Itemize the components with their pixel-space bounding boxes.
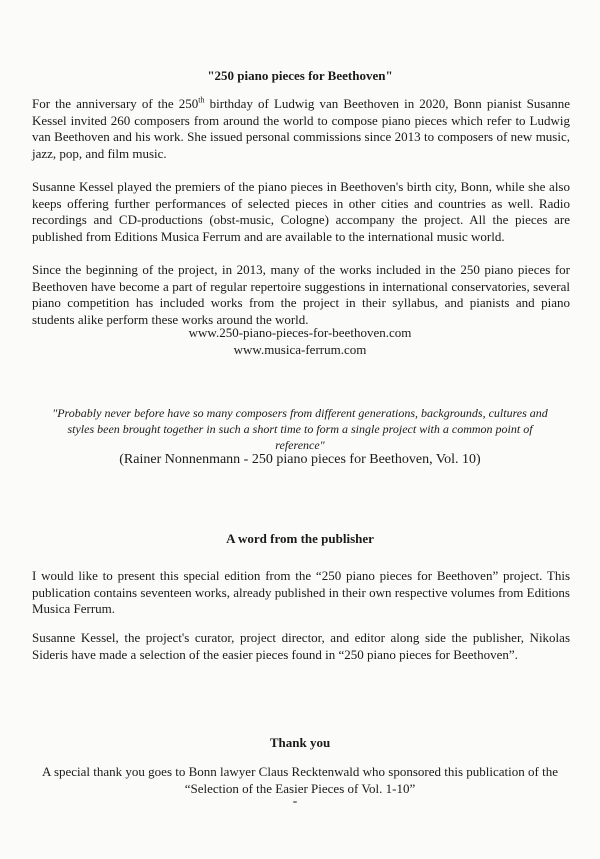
- section-title: "250 piano pieces for Beethoven": [207, 68, 393, 83]
- repertoire-paragraph: Since the beginning of the project, in 2013, many of the works included in the 250 piano pieces for Beethoven have become a part of regular repertoire suggestions in international conservatories, several piano competition has included works from the project in their syllabus, and pianists and piano students alike perform these works around the world.: [32, 262, 570, 327]
- intro-text-start: For the anniversary of the 250: [32, 96, 199, 111]
- project-url[interactable]: www.250-piano-pieces-for-beethoven.com: [188, 325, 412, 340]
- url-block: [0, 325, 600, 358]
- quote-text: "Probably never before have so many composers from different generations, backgrounds, cultures and styles been brought together in such a short time to form a single project with a common point of reference": [52, 406, 548, 452]
- thanks-block: [0, 764, 600, 797]
- publisher-paragraph-2: Susanne Kessel, the project's curator, project director, and editor along side the publisher, Nikolas Sideris have made a selection of the easier pieces found in “250 piano pieces for Beethoven”.: [32, 630, 570, 662]
- intro-text-rest: birthday of Ludwig van Beethoven in 2020, Bonn pianist Susanne Kessel invited 260 composers from around the world to compose piano pieces which refer to Ludwig van Beethoven and his work. She issued personal commissions since 2013 to composers of new music, jazz, pop, and film music.: [32, 96, 571, 161]
- performance-paragraph: Susanne Kessel played the premiers of the piano pieces in Beethoven's birth city, Bonn, while she also keeps offering further performances of selected pieces in other cities and countries as well. Radio recordings and CD-productions (obst-music, Cologne) accompany the project. All the pieces are published from Editions Musica Ferrum and are available to the international music world.: [32, 179, 570, 244]
- ordinal-suffix: th: [198, 95, 205, 105]
- thanks-title: Thank you: [269, 735, 331, 750]
- scan-mark: [293, 801, 297, 803]
- thanks-line-1: A special thank you goes to Bonn lawyer Claus Recktenwald who sponsored this publication of the: [42, 764, 558, 779]
- publisher-url[interactable]: www.musica-ferrum.com: [233, 341, 367, 357]
- publisher-paragraph-1: I would like to present this special edition from the “250 piano pieces for Beethoven” project. This publication contains seventeen works, already published in their own respective volumes from Editions Musica Ferrum.: [32, 568, 570, 616]
- intro-paragraph: [32, 96, 570, 162]
- thanks-line-2: “Selection of the Easier Pieces of Vol. 1-10”: [184, 780, 416, 796]
- quote-attribution: (Rainer Nonnenmann - 250 piano pieces for Beethoven, Vol. 10): [119, 452, 481, 467]
- publisher-section-title: A word from the publisher: [226, 531, 374, 546]
